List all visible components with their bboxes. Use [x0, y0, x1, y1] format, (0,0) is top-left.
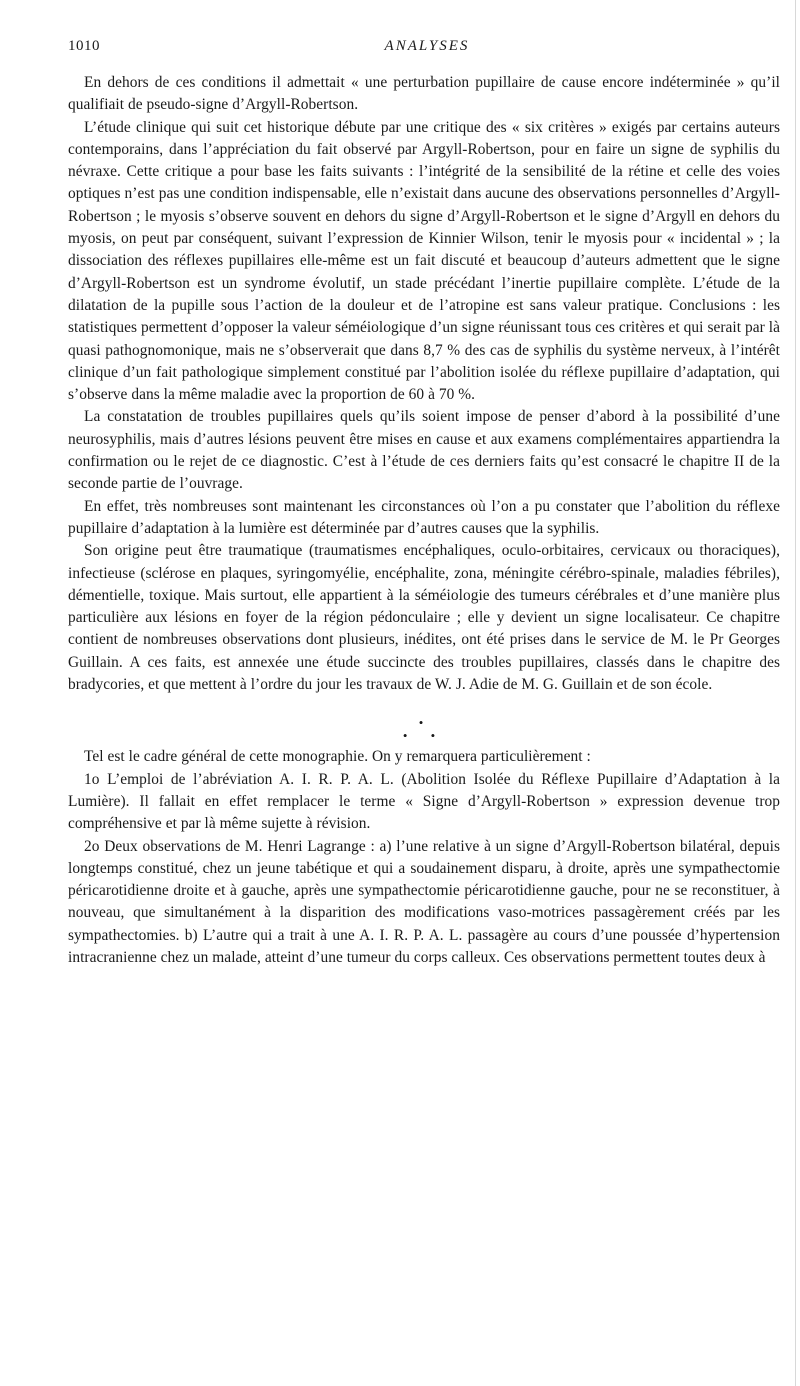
- body-text: [68, 72, 780, 969]
- separator-dots-bottom: • •: [402, 728, 446, 744]
- page-header: [68, 38, 786, 62]
- page-edge-line: [795, 0, 796, 1386]
- page-number: 1010: [68, 38, 100, 54]
- paragraph: 2o Deux observations de M. Henri Lagrange : a) l’une relative à un signe d’Argyll-Robertson bilatéral, depuis longtemps constitué, chez un jeune tabétique et qui a soudainement disparu, à droite, après une sympathectomie péricarotidienne droite et à gauche, après une sympathectomie péricarotidienne gauche, pour ne se reconstituer, à nouveau, que simultanément à la disparition des modifications vaso-motrices passagèrement créés par les sympathectomies. b) L’autre qui a trait à une A. I. R. P. A. L. passagère au cours d’une poussée d’hypertension intracranienne chez un malade, atteint d’une tumeur du corps calleux. Ces observations permettent toutes deux à: [68, 837, 780, 966]
- paragraph: En effet, très nombreuses sont maintenant les circonstances où l’on a pu constater que l’abolition du réflexe pupillaire d’adaptation à la lumière est déterminée par d’autres causes que la syphilis.: [68, 497, 780, 537]
- separator-dot-top: •: [418, 715, 430, 731]
- paragraph: La constatation de troubles pupillaires quels qu’ils soient impose de penser d’abord à la possibilité d’une neurosyphilis, mais d’autres lésions peuvent être mises en cause et aux examens complémentaires appartiendra la confirmation ou le rejet de ce diagnostic. C’est à l’étude de ces derniers faits qu’est consacré le chapitre II de la seconde partie de l’ouvrage.: [68, 408, 780, 493]
- paragraph: Tel est le cadre général de cette monographie. On y remarquera particulièrement :: [84, 748, 591, 766]
- running-title: ANALYSES: [384, 38, 470, 54]
- paragraph: En dehors de ces conditions il admettait « une perturbation pupillaire de cause encore indéterminée » qu’il qualifiait de pseudo-signe d’Argyll-Robertson.: [68, 74, 780, 114]
- section-separator: [68, 696, 780, 746]
- paragraph: Son origine peut être traumatique (traumatismes encéphaliques, oculo-orbitaires, cervicaux ou thoraciques), infectieuse (sclérose en plaques, syringomyélie, encéphalite, zona, méningite cérébro-spinale, maladies fébriles), démentielle, toxique. Mais surtout, elle appartient à la séméiologie des tumeurs cérébrales et d’une manière plus particulière aux lésions en foyer de la région pédonculaire ; elle y devient un signe localisateur. Ce chapitre contient de nombreuses observations dont plusieurs, inédites, ont été prises dans le service de M. le Pr Georges Guillain. A ces faits, est annexée une étude succincte des troubles pupillaires, classés dans le chapitre des bradycories, et que mettent à l’ordre du jour les travaux de W. J. Adie de M. G. Guillain et de son école.: [68, 542, 780, 694]
- paragraph: L’étude clinique qui suit cet historique débute par une critique des « six critères » exigés par certains auteurs contemporains, dans l’appréciation du fait observé par Argyll-Robertson, pour en faire un signe de syphilis du névraxe. Cette critique a pour base les faits suivants : l’intégrité de la sensibilité de la rétine et celle des voies optiques n’est pas une condition indispensable, elle n’existait dans aucune des observations personnelles d’Argyll-Robertson ; le myosis s’observe souvent en dehors du signe d’Argyll-Robertson et le signe d’Argyll en dehors du myosis, on peut par conséquent, suivant l’expression de Kinnier Wilson, tenir le myosis pour « incidental » ; la dissociation des réflexes pupillaires elle-même est un fait discuté et beaucoup d’auteurs admettent que le signe d’Argyll-Robertson est un syndrome évolutif, un stade précédant l’inertie pupillaire complète. L’étude de la dilatation de la pupille sous l’action de la douleur et de l’atropine est sans valeur pratique. Conclusions : les statistiques permettent d’opposer la valeur séméiologique d’un signe réunissant tous ces critères et qui serait par là quasi pathognomonique, mais ne s’observerait que dans 8,7 % des cas de syphilis du système nerveux, à l’intérêt clinique d’un fait pathologique simplement constitué par l’abolition isolée du réflexe pupillaire d’adaptation, qui s’observe dans la même maladie avec la proportion de 60 à 70 %.: [68, 118, 780, 404]
- paragraph: 1o L’emploi de l’abréviation A. I. R. P. A. L. (Abolition Isolée du Réflexe Pupillaire d’Adaptation à la Lumière). Il fallait en effet remplacer le terme « Signe d’Argyll-Robertson » expression devenue trop compréhensive et par là même sujette à révision.: [68, 770, 780, 833]
